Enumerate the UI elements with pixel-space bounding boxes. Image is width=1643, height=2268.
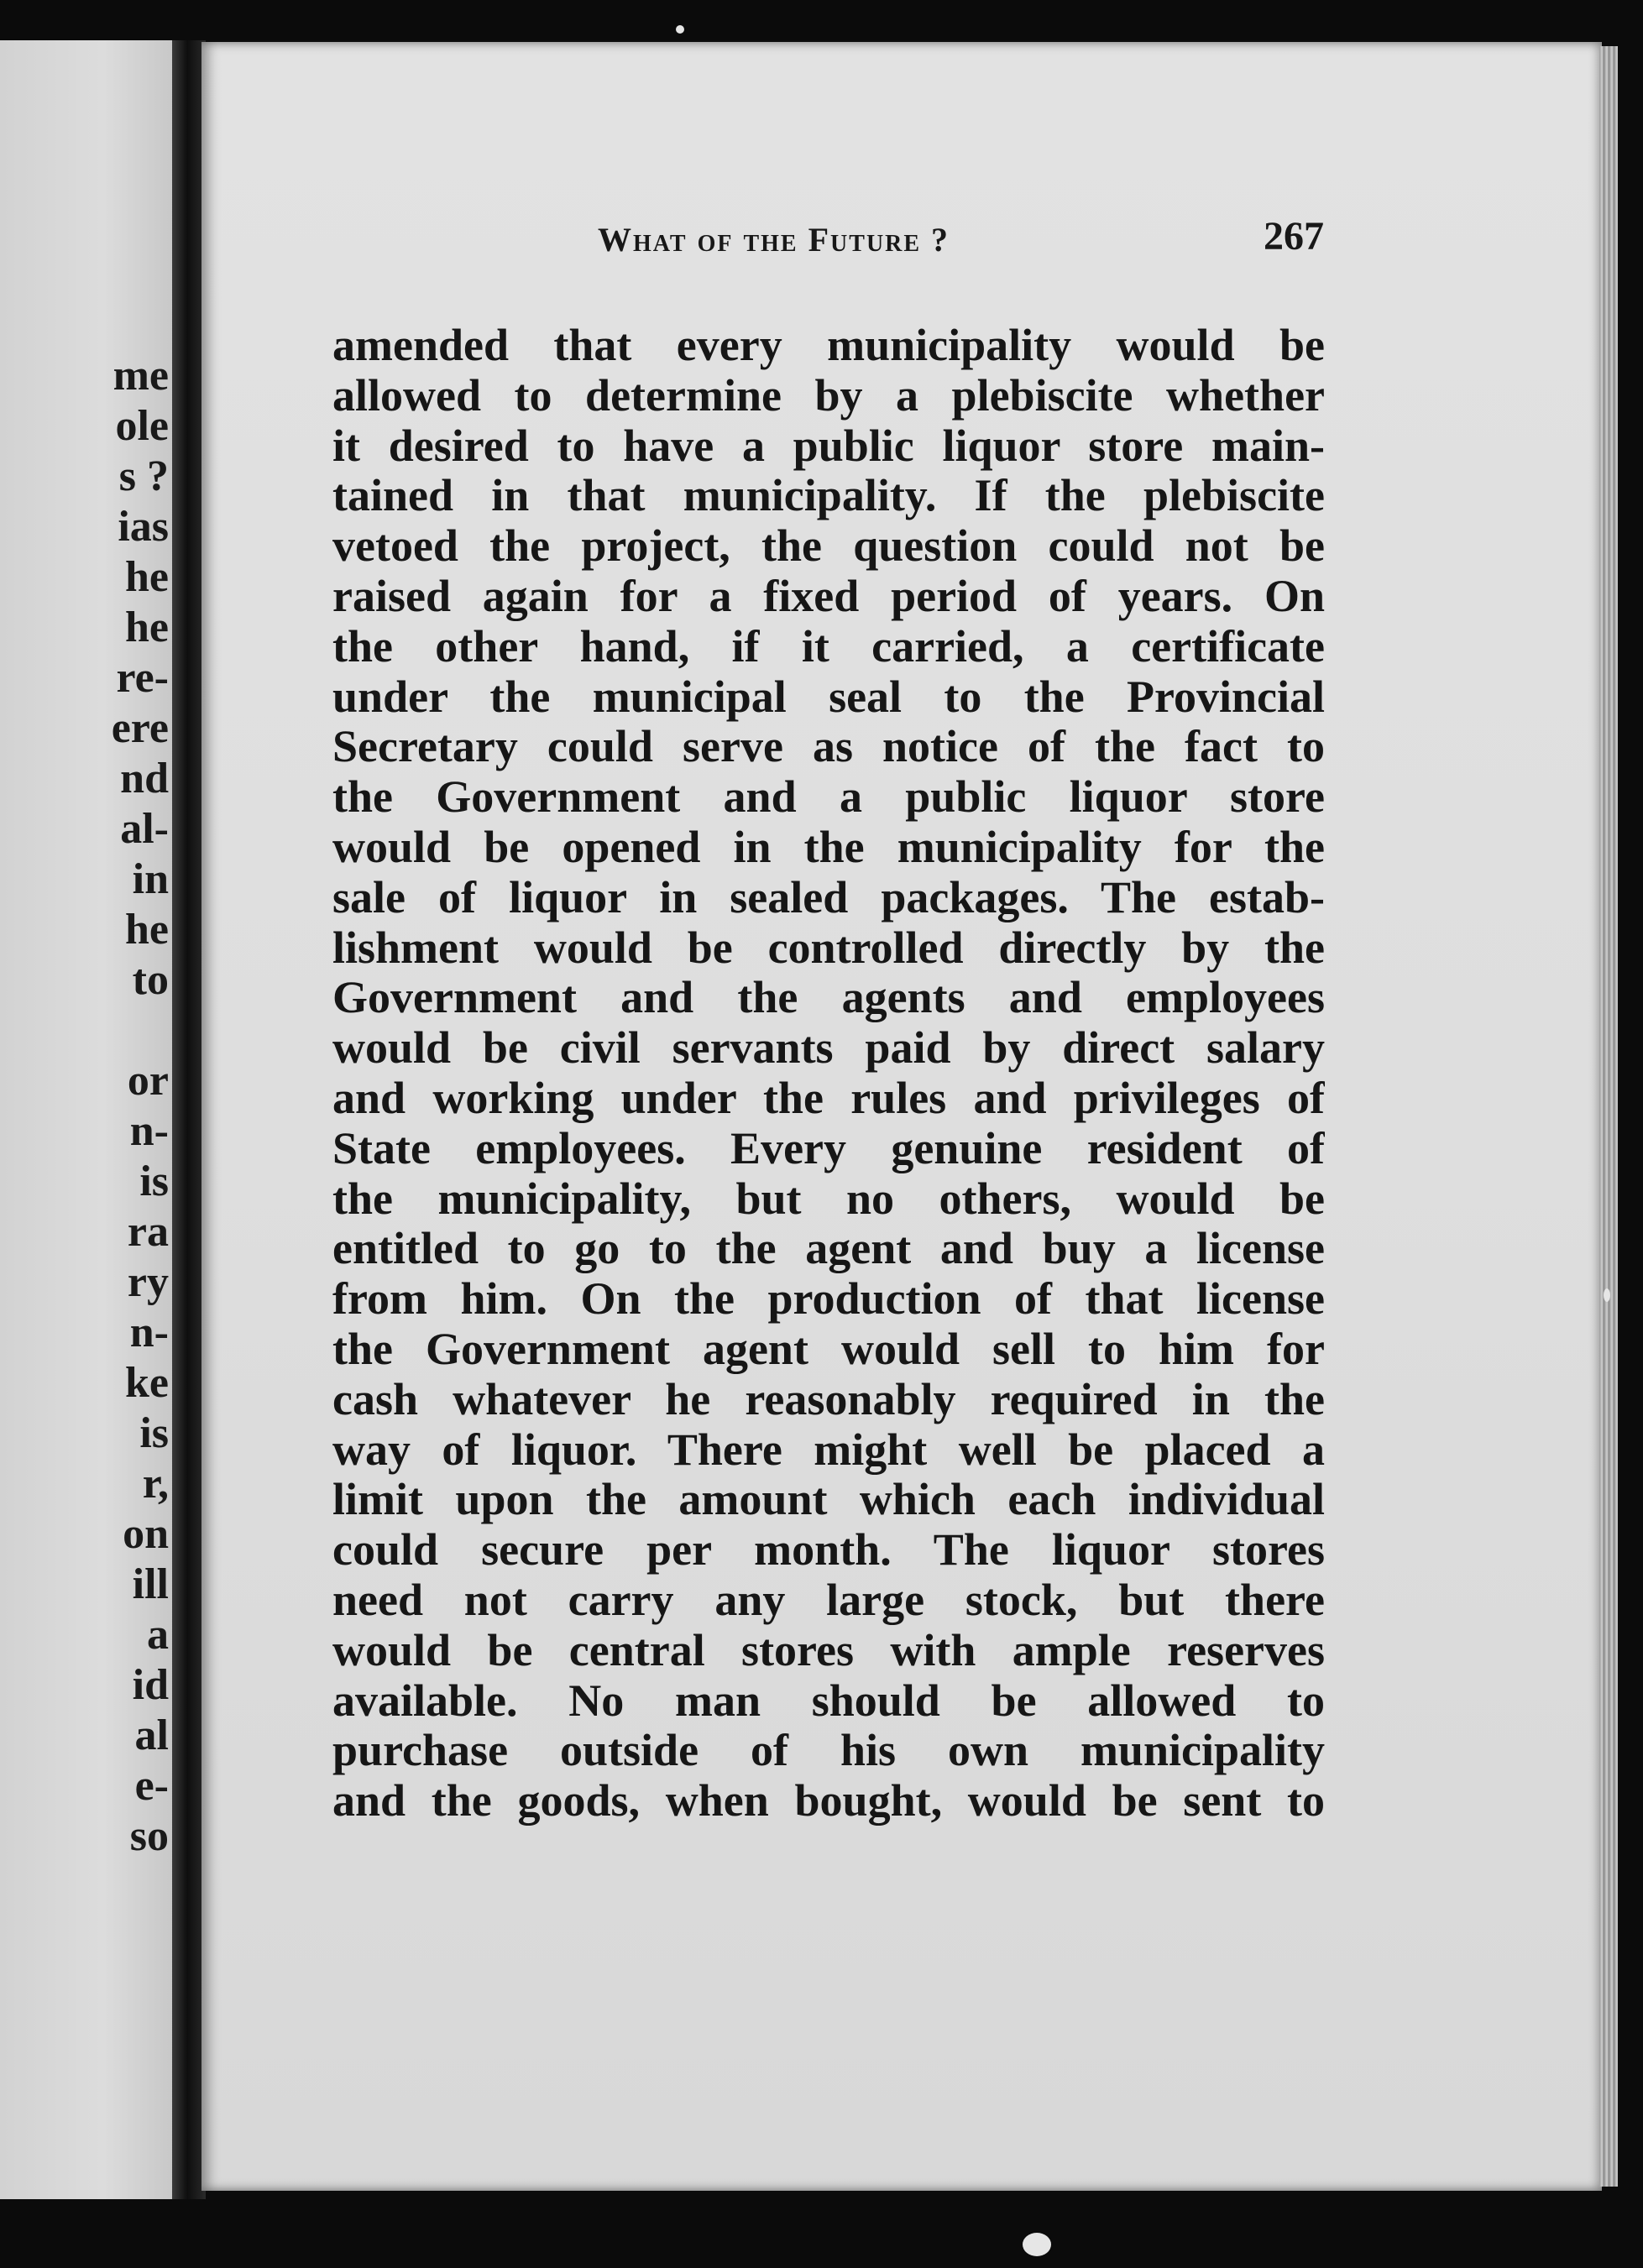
text-line: and the goods, when bought, would be sent to: [332, 1776, 1325, 1826]
text-line: purchase outside of his own municipality: [332, 1726, 1325, 1776]
text-line: it desired to have a public liquor store main-: [332, 421, 1325, 471]
scan-speck: [676, 25, 684, 34]
text-line: sale of liquor in sealed packages. The estab-: [332, 872, 1325, 922]
left-facing-page: [0, 40, 172, 2199]
text-line: would be central stores with ample reserves: [332, 1625, 1325, 1675]
left-page-text-fragments: [0, 351, 172, 1862]
left-page-fragment: al: [134, 1711, 169, 1759]
text-line: vetoed the project, the question could not be: [332, 521, 1325, 572]
text-line: Secretary could serve as notice of the fact to: [332, 722, 1325, 772]
book-gutter: [172, 40, 206, 2199]
left-page-fragment: is: [139, 1409, 169, 1457]
left-page-fragment: me: [112, 352, 169, 400]
page-number: 267: [1264, 214, 1324, 259]
text-line: and working under the rules and privileges of: [332, 1073, 1325, 1123]
text-line: Government and the agents and employees: [332, 973, 1325, 1023]
text-line: would be civil servants paid by direct salary: [332, 1023, 1325, 1074]
left-page-fragment: ias: [118, 503, 169, 551]
body-text: [332, 321, 1325, 1826]
scan-speck: [1604, 1288, 1610, 1302]
page-edge: [1599, 46, 1618, 2187]
text-line: entitled to go to the agent and buy a license: [332, 1224, 1325, 1274]
left-page-fragment: he: [125, 906, 169, 954]
left-page-fragment: al-: [120, 805, 169, 853]
left-page-fragment: in: [132, 855, 169, 903]
left-page-fragment: to: [132, 956, 169, 1004]
text-line: need not carry any large stock, but there: [332, 1575, 1325, 1625]
left-page-fragment: or: [127, 1057, 169, 1105]
text-line: allowed to determine by a plebiscite whether: [332, 370, 1325, 421]
left-page-fragment: r,: [142, 1460, 169, 1508]
left-page-fragment: a: [147, 1611, 169, 1659]
text-line: way of liquor. There might well be placed a: [332, 1424, 1325, 1475]
left-page-fragment: ke: [125, 1359, 169, 1407]
left-page-fragment: he: [125, 604, 169, 651]
text-line: the Government agent would sell to him for: [332, 1324, 1325, 1374]
text-line: State employees. Every genuine resident of: [332, 1123, 1325, 1173]
text-line: lishment would be controlled directly by the: [332, 922, 1325, 973]
left-page-fragment: so: [129, 1812, 169, 1860]
text-line: amended that every municipality would be: [332, 321, 1325, 370]
left-page-fragment: s ?: [118, 452, 169, 500]
left-page-fragment: he: [125, 553, 169, 601]
left-page-fragment: [0, 1006, 172, 1056]
left-page-fragment: ere: [111, 704, 169, 752]
text-line: raised again for a fixed period of years. On: [332, 571, 1325, 621]
text-line: available. No man should be allowed to: [332, 1675, 1325, 1726]
text-line: could secure per month. The liquor stores: [332, 1525, 1325, 1576]
text-line: would be opened in the municipality for the: [332, 822, 1325, 872]
text-line: the municipality, but no others, would be: [332, 1173, 1325, 1224]
text-line: the other hand, if it carried, a certificate: [332, 621, 1325, 672]
left-page-fragment: e-: [134, 1762, 169, 1810]
text-line: the Government and a public liquor store: [332, 772, 1325, 823]
left-page-fragment: ole: [115, 402, 169, 450]
left-page-fragment: ill: [132, 1560, 169, 1608]
text-line: under the municipal seal to the Provincial: [332, 672, 1325, 722]
text-line: limit upon the amount which each individual: [332, 1475, 1325, 1525]
left-page-fragment: nd: [120, 755, 169, 802]
left-page-fragment: ry: [127, 1258, 169, 1306]
scan-speck: [1023, 2233, 1051, 2256]
left-page-fragment: id: [132, 1661, 169, 1709]
left-page-fragment: is: [139, 1158, 169, 1205]
left-page-fragment: n-: [129, 1309, 169, 1356]
left-page-fragment: n-: [129, 1107, 169, 1155]
text-line: from him. On the production of that license: [332, 1274, 1325, 1325]
left-page-fragment: on: [123, 1510, 169, 1558]
text-line: tained in that municipality. If the plebiscite: [332, 471, 1325, 521]
left-page-fragment: re-: [116, 654, 169, 702]
text-line: cash whatever he reasonably required in the: [332, 1374, 1325, 1424]
left-page-fragment: ra: [127, 1208, 169, 1256]
running-head: What of the Future ?: [598, 221, 950, 259]
